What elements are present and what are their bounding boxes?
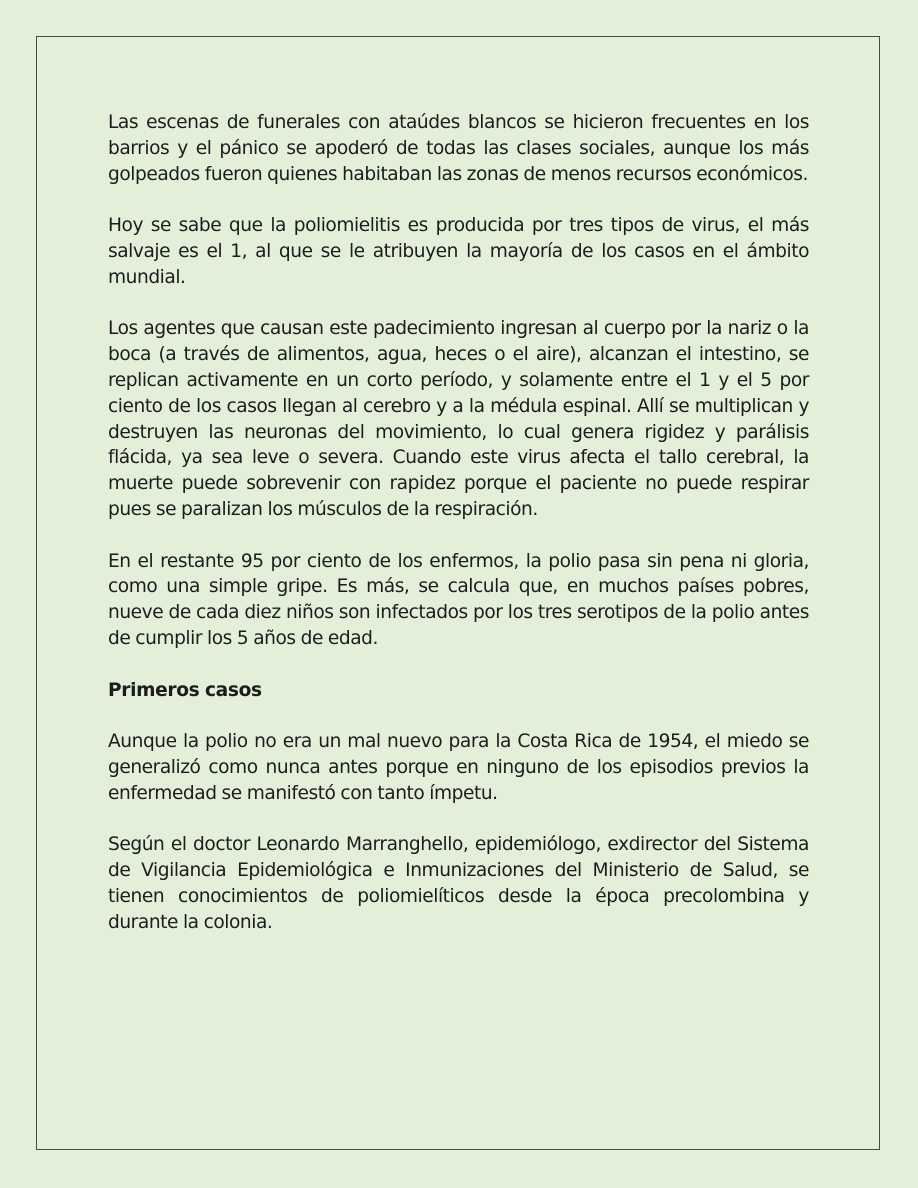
paragraph-funerales: Las escenas de funerales con ataúdes blancos se hicieron frecuentes en los barrios y el pánico se apoderó de todas las clases sociales, aunque los más golpeados fueron quienes habitaban las zonas de menos recursos económicos. bbox=[108, 112, 809, 185]
paragraph-costa-rica: Aunque la polio no era un mal nuevo para la Costa Rica de 1954, el miedo se generalizó como nunca antes porque en ninguno de los episodios previos la enfermedad se manifestó con tanto ímpetu. bbox=[108, 731, 809, 804]
document-body bbox=[108, 110, 809, 961]
section-heading: Primeros casos bbox=[108, 679, 262, 701]
paragraph-restante: En el restante 95 por ciento de los enfermos, la polio pasa sin pena ni gloria, como una simple gripe. Es más, se calcula que, en muchos países pobres, nueve de cada diez niños son infectados por los tres serotipos de la polio antes de cumplir los 5 años de edad. bbox=[108, 550, 809, 649]
paragraph-marranghello: Según el doctor Leonardo Marranghello, epidemiólogo, exdirector del Sistema de Vigilancia Epidemiológica e Inmunizaciones del Ministerio de Salud, se tienen conocimientos de poliomielíticos desde la época precolombina y durante la colonia. bbox=[108, 834, 809, 933]
paragraph-tipos-de-virus: Hoy se sabe que la poliomielitis es producida por tres tipos de virus, el más salvaje es el 1, al que se le atribuyen la mayoría de los casos en el ámbito mundial. bbox=[108, 215, 809, 288]
paragraph-agentes: Los agentes que causan este padecimiento ingresan al cuerpo por la nariz o la boca (a través de alimentos, agua, heces o el aire), alcanzan el intestino, se replican activamente en un corto período, y solamente entre el 1 y el 5 por ciento de los casos llegan al cerebro y a la médula espinal. Allí se multiplican y destruyen las neuronas del movimiento, lo cual genera rigidez y parálisis flácida, ya sea leve o severa. Cuando este virus afecta el tallo cerebral, la muerte puede sobrevenir con rapidez porque el paciente no puede respirar pues se paralizan los músculos de la respiración. bbox=[108, 318, 809, 520]
